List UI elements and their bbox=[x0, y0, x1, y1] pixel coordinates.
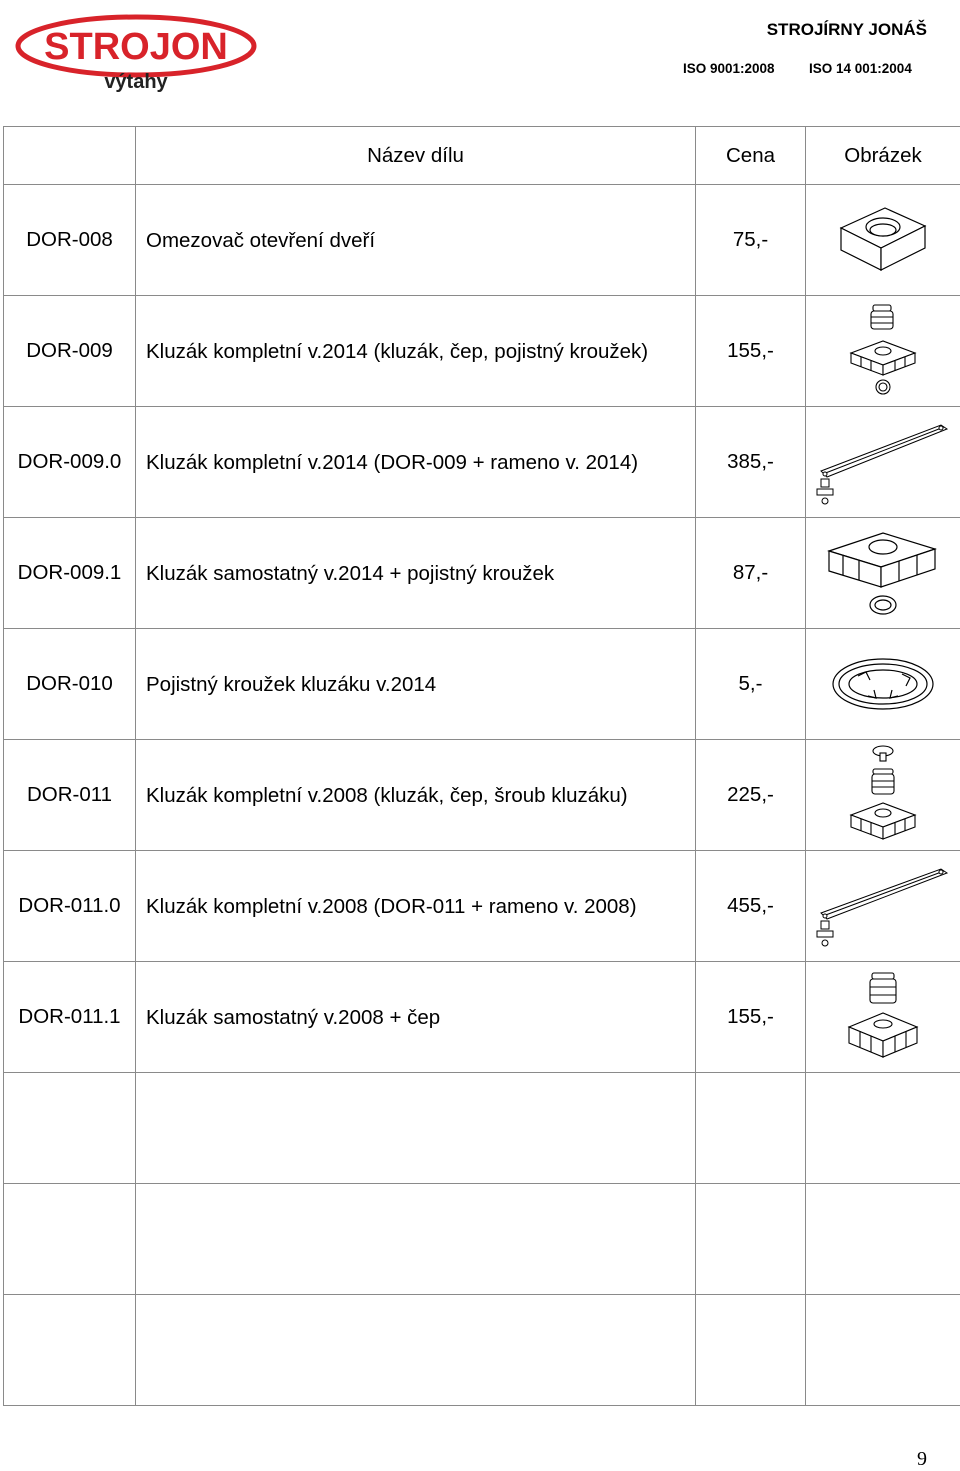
part-code bbox=[4, 1073, 136, 1184]
header-code bbox=[4, 127, 136, 185]
page-number: 9 bbox=[917, 1448, 927, 1471]
header-name: Název dílu bbox=[136, 127, 696, 185]
part-price: 5,- bbox=[696, 629, 806, 740]
slider-set-2014-icon bbox=[843, 301, 923, 401]
part-code: DOR-011.0 bbox=[4, 851, 136, 962]
part-price: 225,- bbox=[696, 740, 806, 851]
part-price: 87,- bbox=[696, 518, 806, 629]
part-price: 75,- bbox=[696, 185, 806, 296]
logo-wordmark: STROJON bbox=[44, 26, 228, 68]
part-name: Kluzák kompletní v.2014 (kluzák, čep, pojistný kroužek) bbox=[136, 296, 696, 407]
table-row bbox=[4, 296, 960, 407]
company-name: STROJÍRNY JONÁŠ bbox=[767, 20, 927, 40]
part-price bbox=[696, 1295, 806, 1406]
part-code: DOR-008 bbox=[4, 185, 136, 296]
logo-subtitle: výtahy bbox=[104, 71, 168, 93]
iso-14001: ISO 14 001:2004 bbox=[809, 61, 912, 76]
part-image bbox=[806, 1073, 960, 1184]
table-row bbox=[4, 962, 960, 1073]
part-image bbox=[806, 1184, 960, 1295]
part-name: Kluzák samostatný v.2014 + pojistný kroužek bbox=[136, 518, 696, 629]
part-price bbox=[696, 1073, 806, 1184]
part-price bbox=[696, 1184, 806, 1295]
table-header-row bbox=[4, 127, 960, 185]
parts-price-table bbox=[3, 126, 960, 1406]
table-row bbox=[4, 851, 960, 962]
part-code bbox=[4, 1295, 136, 1406]
part-price: 385,- bbox=[696, 407, 806, 518]
table-row bbox=[4, 407, 960, 518]
table-row bbox=[4, 629, 960, 740]
part-code: DOR-011.1 bbox=[4, 962, 136, 1073]
part-code: DOR-009.1 bbox=[4, 518, 136, 629]
table-row bbox=[4, 1184, 960, 1295]
part-name: Kluzák kompletní v.2008 (DOR-011 + rameno v. 2008) bbox=[136, 851, 696, 962]
part-name: Pojistný kroužek kluzáku v.2014 bbox=[136, 629, 696, 740]
part-name: Omezovač otevření dveří bbox=[136, 185, 696, 296]
iso-9001: ISO 9001:2008 bbox=[683, 61, 775, 76]
retaining-ring-icon bbox=[828, 654, 938, 714]
slider-arm-2008-icon bbox=[813, 861, 953, 951]
table-row bbox=[4, 740, 960, 851]
strojon-logo bbox=[14, 8, 264, 94]
part-name: Kluzák kompletní v.2014 (DOR-009 + rameno v. 2014) bbox=[136, 407, 696, 518]
part-code bbox=[4, 1184, 136, 1295]
part-name bbox=[136, 1184, 696, 1295]
door-limiter-block-icon bbox=[833, 200, 933, 280]
slider-with-ring-icon bbox=[823, 523, 943, 623]
slider-arm-2014-icon bbox=[813, 417, 953, 507]
header-image: Obrázek bbox=[806, 127, 960, 185]
part-name bbox=[136, 1295, 696, 1406]
header-price: Cena bbox=[696, 127, 806, 185]
table-row bbox=[4, 185, 960, 296]
part-code: DOR-009.0 bbox=[4, 407, 136, 518]
part-code: DOR-011 bbox=[4, 740, 136, 851]
part-price: 155,- bbox=[696, 962, 806, 1073]
table-row bbox=[4, 1073, 960, 1184]
part-code: DOR-010 bbox=[4, 629, 136, 740]
part-code: DOR-009 bbox=[4, 296, 136, 407]
part-name: Kluzák kompletní v.2008 (kluzák, čep, šroub kluzáku) bbox=[136, 740, 696, 851]
slider-set-2008-icon bbox=[843, 743, 923, 847]
part-image bbox=[806, 1295, 960, 1406]
part-name bbox=[136, 1073, 696, 1184]
slider-with-pin-icon bbox=[843, 967, 923, 1067]
part-price: 155,- bbox=[696, 296, 806, 407]
part-name: Kluzák samostatný v.2008 + čep bbox=[136, 962, 696, 1073]
table-row bbox=[4, 1295, 960, 1406]
table-row bbox=[4, 518, 960, 629]
part-price: 455,- bbox=[696, 851, 806, 962]
